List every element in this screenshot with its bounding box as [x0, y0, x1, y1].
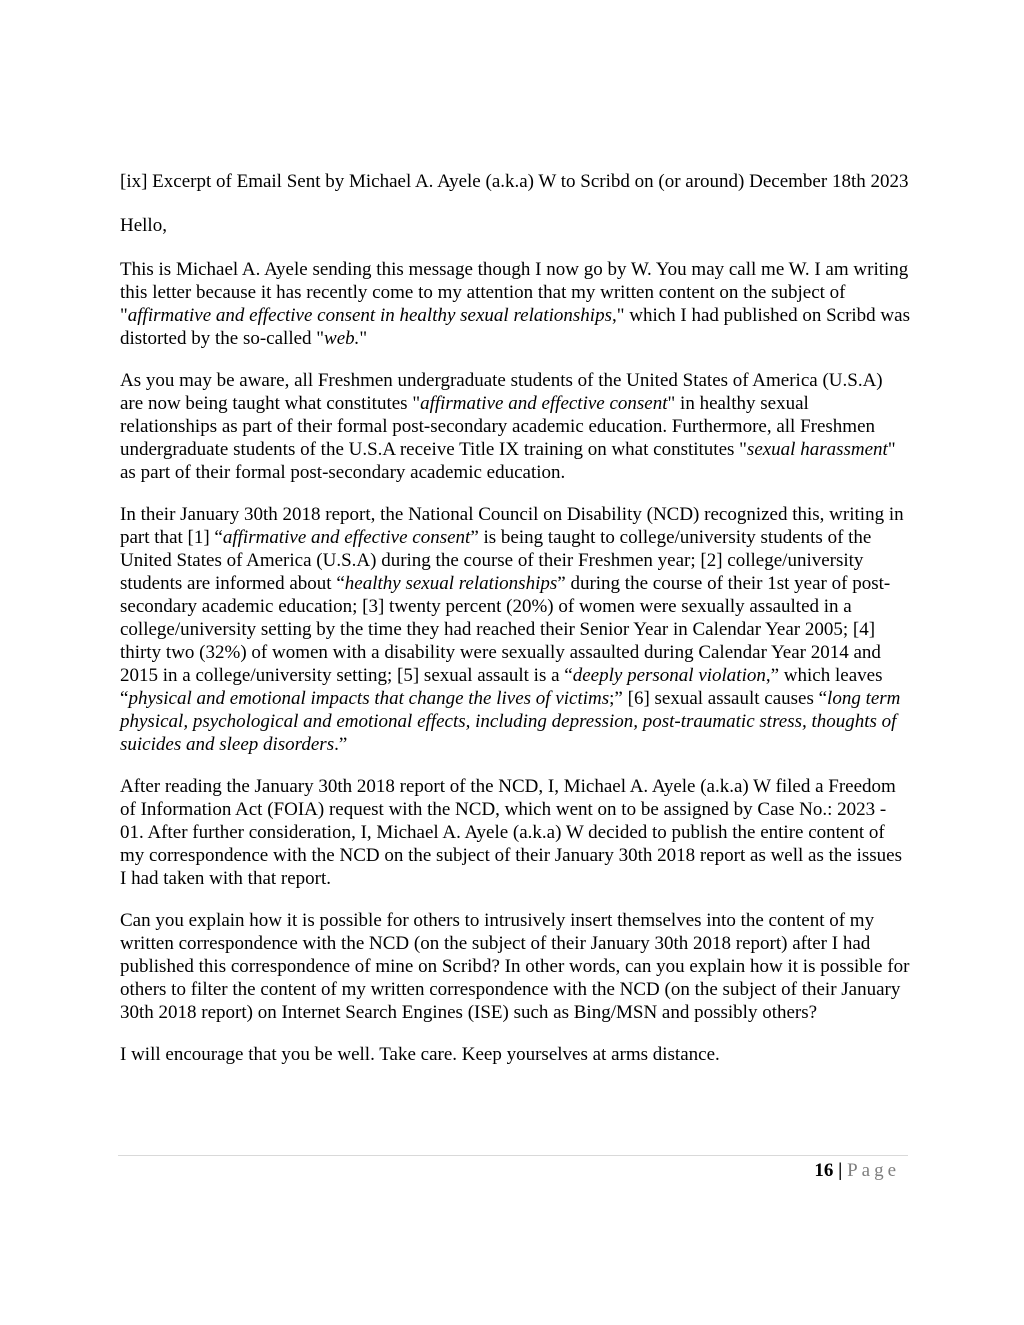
paragraph-ncd-emphasis-impacts: physical and emotional impacts that change the lives of victims [128, 688, 610, 709]
paragraph-intro-text-e: " [359, 328, 368, 349]
paragraph-freshmen-emphasis-harassment: sexual harassment [746, 439, 888, 460]
paragraph-ncd-report [120, 503, 910, 756]
paragraph-ncd-emphasis-relationships: healthy sexual relationships [344, 573, 558, 594]
paragraph-foia: After reading the January 30th 2018 report of the NCD, I, Michael A. Ayele (a.k.a) W filed a Freedom of Information Act (FOIA) request with the NCD, which went on to be assigned by Case No.: 2023 - 01. After further consideration, I, Michael A. Ayele (a.k.a) W decided to publish the entire content of my correspondence with the NCD on the subject of their January 30th 2018 report as well as the issues I had taken with that report. [120, 776, 902, 889]
footer-divider [118, 1155, 908, 1156]
paragraph-ncd-text-g: ,” which leaves “ [120, 665, 883, 709]
paragraph-freshmen-text-e: " as part of their formal post-secondary academic education. [120, 439, 896, 483]
paragraph-intro-text-a: This is Michael A. Ayele sending this message though I now go by W. You may call me W. I am writing this letter because it has recently come to my attention that my written content on the subject of " [120, 259, 909, 326]
page-number: 16 [814, 1160, 834, 1181]
paragraph-intro [120, 258, 910, 350]
page-separator: | [838, 1160, 843, 1181]
email-greeting: Hello, [120, 215, 167, 236]
paragraph-freshmen [120, 369, 910, 484]
paragraph-intro-emphasis-web: web. [324, 328, 360, 349]
page-label: Page [847, 1160, 900, 1181]
paragraph-ncd-emphasis-consent: affirmative and effective consent [222, 527, 471, 548]
paragraph-ncd-text-k: .” [334, 734, 348, 755]
document-body [120, 170, 910, 1085]
paragraph-ncd-emphasis-effects: long term physical, psychological and emotional effects, including depression, post-traumatic stress, thoughts of suicides and sleep disorders [120, 688, 901, 755]
paragraph-intro-text-c: ," which I had published on Scribd was distorted by the so-called " [120, 305, 910, 349]
paragraph-freshmen-emphasis-consent: affirmative and effective consent [420, 393, 668, 414]
paragraph-freshmen-text-a: As you may be aware, all Freshmen undergraduate students of the United States of America (U.S.A) are now being taught what constitutes " [120, 370, 883, 414]
paragraph-ncd-text-a: In their January 30th 2018 report, the National Council on Disability (NCD) recognized this, writing in part that [1] “ [120, 504, 904, 548]
paragraph-freshmen-text-c: " in healthy sexual relationships as part of their formal post-secondary academic education. Furthermore, all Freshmen undergraduate students of the U.S.A receive Title IX training on what constitutes " [120, 393, 875, 460]
paragraph-ncd-text-c: ” is being taught to college/university students of the United States of America (U.S.A) during the course of their Freshmen year; [2] college/university students are informed about “ [120, 527, 872, 594]
paragraph-intro-emphasis-topic: affirmative and effective consent in healthy sexual relationships [127, 305, 612, 326]
paragraph-ncd-text-e: ” during the course of their 1st year of post-secondary academic education; [3] twenty percent (20%) of women were sexually assaulted in a college/university setting by the time they had reached their Senior Year in Calendar Year 2005; [4] thirty two (32%) of women with a disability were sexually assaulted during Calendar Year 2014 and 2015 in a college/university setting; [5] sexual assault is a “ [120, 573, 891, 686]
paragraph-ncd-text-i: ;” [6] sexual assault causes “ [609, 688, 828, 709]
paragraph-question: Can you explain how it is possible for others to intrusively insert themselves into the content of my written correspondence with the NCD (on the subject of their January 30th 2018 report) after I had published this correspondence of mine on Scribd? In other words, can you explain how it is possible for others to filter the content of my written correspondence with the NCD (on the subject of their January 30th 2018 report) on Internet Search Engines (ISE) such as Bing/MSN and possibly others? [120, 910, 910, 1023]
page-footer [814, 1159, 900, 1183]
paragraph-closing: I will encourage that you be well. Take care. Keep yourselves at arms distance. [120, 1044, 720, 1065]
paragraph-ncd-emphasis-violation: deeply personal violation [572, 665, 766, 686]
document-heading: [ix] Excerpt of Email Sent by Michael A. Ayele (a.k.a) W to Scribd on (or around) December 18th 2023 [120, 171, 909, 192]
